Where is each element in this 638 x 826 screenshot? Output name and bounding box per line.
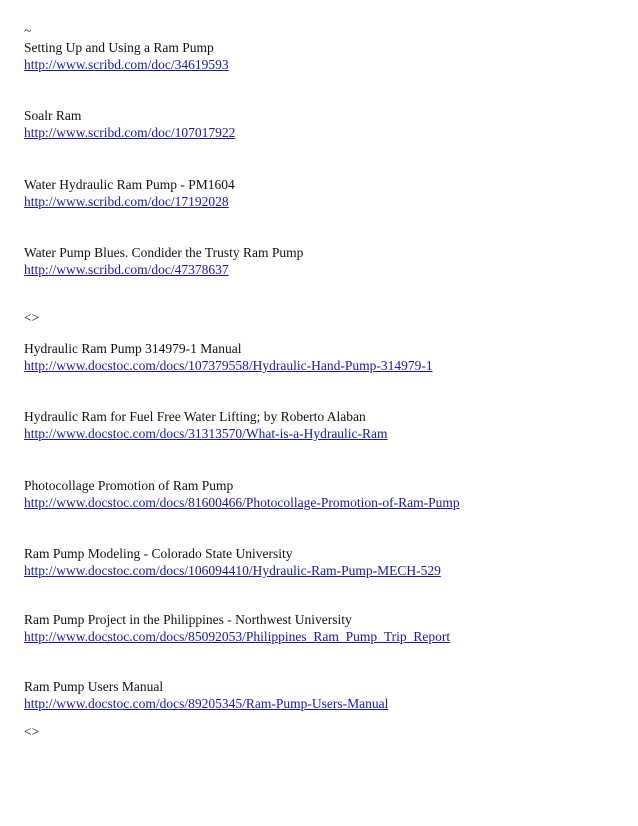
entry-link[interactable]: http://www.scribd.com/doc/107017922 xyxy=(24,125,236,140)
list-item xyxy=(24,107,235,141)
entry-title: Ram Pump Modeling - Colorado State University xyxy=(24,546,293,561)
list-item xyxy=(24,477,460,511)
entry-title: Hydraulic Ram for Fuel Free Water Lifting; by Roberto Alaban xyxy=(24,409,366,424)
tilde-marker: ~ xyxy=(24,23,32,38)
entry-title: Photocollage Promotion of Ram Pump xyxy=(24,478,234,493)
list-item xyxy=(24,176,235,210)
entry-link[interactable]: http://www.scribd.com/doc/17192028 xyxy=(24,194,229,209)
list-item xyxy=(24,678,388,712)
list-item xyxy=(24,39,229,73)
entry-title: Ram Pump Project in the Philippines - Northwest University xyxy=(24,612,352,627)
entry-title: Soalr Ram xyxy=(24,108,82,123)
list-item xyxy=(24,611,450,645)
list-item xyxy=(24,408,388,442)
list-item xyxy=(24,545,441,579)
entry-title: Water Hydraulic Ram Pump - PM1604 xyxy=(24,177,235,192)
entry-link[interactable]: http://www.docstoc.com/docs/106094410/Hydraulic-Ram-Pump-MECH-529 xyxy=(24,563,441,578)
entry-title: Setting Up and Using a Ram Pump xyxy=(24,40,214,55)
entry-link[interactable]: http://www.scribd.com/doc/47378637 xyxy=(24,262,229,277)
entry-link[interactable]: http://www.docstoc.com/docs/81600466/Photocollage-Promotion-of-Ram-Pump xyxy=(24,495,460,510)
section-marker: <> xyxy=(24,310,40,325)
entry-link[interactable]: http://www.docstoc.com/docs/107379558/Hydraulic-Hand-Pump-314979-1 xyxy=(24,358,433,373)
entry-link[interactable]: http://www.docstoc.com/docs/89205345/Ram-Pump-Users-Manual xyxy=(24,696,389,711)
entry-title: Ram Pump Users Manual xyxy=(24,679,164,694)
entry-title: Water Pump Blues. Condider the Trusty Ram Pump xyxy=(24,245,304,260)
list-item xyxy=(24,340,433,374)
entry-title: Hydraulic Ram Pump 314979-1 Manual xyxy=(24,341,242,356)
end-marker: <> xyxy=(24,724,40,739)
entry-link[interactable]: http://www.docstoc.com/docs/85092053/Philippines_Ram_Pump_Trip_Report xyxy=(24,629,451,644)
entry-link[interactable]: http://www.scribd.com/doc/34619593 xyxy=(24,57,229,72)
list-item xyxy=(24,244,303,278)
entry-link[interactable]: http://www.docstoc.com/docs/31313570/What-is-a-Hydraulic-Ram xyxy=(24,426,388,441)
